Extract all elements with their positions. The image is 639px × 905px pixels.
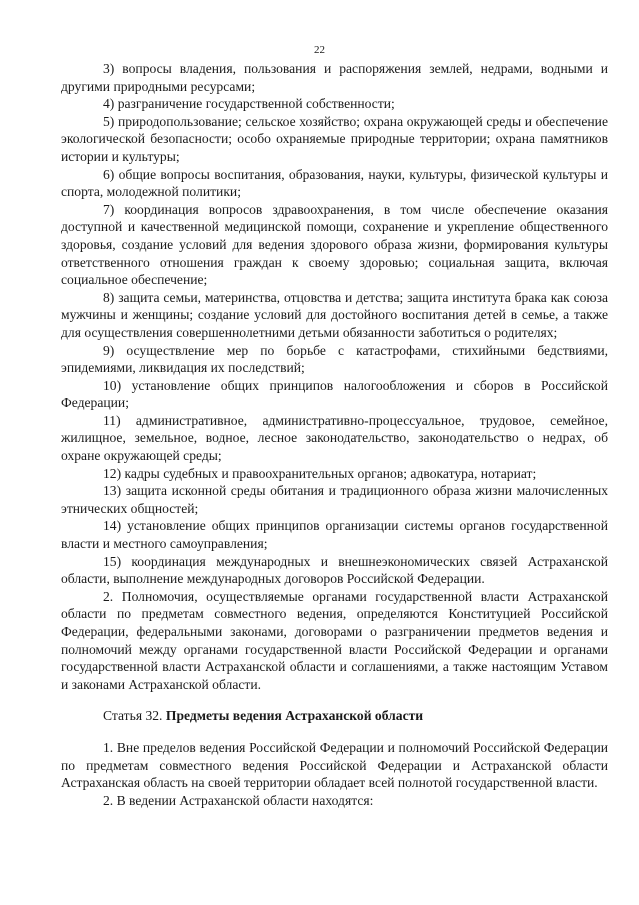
article-paragraph-1: 1. Вне пределов ведения Российской Федерации и полномочий Российской Федерации по предметам совместного ведения Российской Федерации и Астраханской области Астраханская область на своей территории обладает всей полнотой государственной власти.	[61, 739, 608, 791]
article-number: Статья 32.	[103, 708, 163, 724]
list-item: 15) координация международных и внешнеэкономических связей Астраханской области, выполнение международных договоров Российской Федерации.	[61, 553, 608, 587]
paragraph-2: 2. Полномочия, осуществляемые органами государственной власти Астраханской области по предметам совместного ведения, определяются Конституцией Российской Федерации, федеральными законами, договорами о разграничении предметов ведения и полномочий между органами государственной власти Российской Федерации и органами государственной власти Астраханской области и соглашениями, а также настоящим Уставом и законами Астраханской области.	[61, 588, 608, 692]
list-item: 9) осуществление мер по борьбе с катастрофами, стихийными бедствиями, эпидемиями, ликвидация их последствий;	[61, 342, 608, 376]
article-paragraph-2: 2. В ведении Астраханской области находятся:	[103, 792, 374, 808]
list-item: 7) координация вопросов здравоохранения, в том числе обеспечение оказания доступной и качественной медицинской помощи, сохранение и укрепление общественного здоровья, создание условий для ведения здорового образа жизни, формирования культуры ответственного отношения граждан к своему здоровью; социальная защита, включая социальное обеспечение;	[61, 201, 608, 288]
document-body	[61, 60, 608, 809]
article-heading	[61, 707, 608, 725]
list-item: 14) установление общих принципов организации системы органов государственной власти и местного самоуправления;	[61, 518, 608, 552]
list-item: 13) защита исконной среды обитания и традиционного образа жизни малочисленных этнических общностей;	[61, 483, 608, 516]
list-item: 12) кадры судебных и правоохранительных органов; адвокатура, нотариат;	[103, 465, 537, 481]
list-item: 4) разграничение государственной собственности;	[103, 96, 395, 112]
list-item: 11) административное, административно-процессуальное, трудовое, семейное, жилищное, земельное, водное, лесное законодательство, законодательство о недрах, об охране окружающей среды;	[61, 412, 608, 464]
list-item: 3) вопросы владения, пользования и распоряжения землей, недрами, водными и другими природными ресурсами;	[61, 61, 608, 94]
page-number: 22	[314, 44, 325, 56]
article-title: Предметы ведения Астраханской области	[165, 708, 424, 724]
list-item: 10) установление общих принципов налогообложения и сборов в Российской Федерации;	[61, 377, 608, 411]
list-item: 6) общие вопросы воспитания, образования, науки, культуры, физической культуры и спорта, молодежной политики;	[61, 166, 608, 200]
list-item: 8) защита семьи, материнства, отцовства и детства; защита института брака как союза мужчины и женщины; создание условий для достойного воспитания детей в семье, а также для осуществления совершеннолетними детьми обязанности заботиться о родителях;	[61, 289, 608, 340]
list-item: 5) природопользование; сельское хозяйство; охрана окружающей среды и обеспечение экологической безопасности; особо охраняемые природные территории; охрана памятников истории и культуры;	[61, 113, 608, 164]
